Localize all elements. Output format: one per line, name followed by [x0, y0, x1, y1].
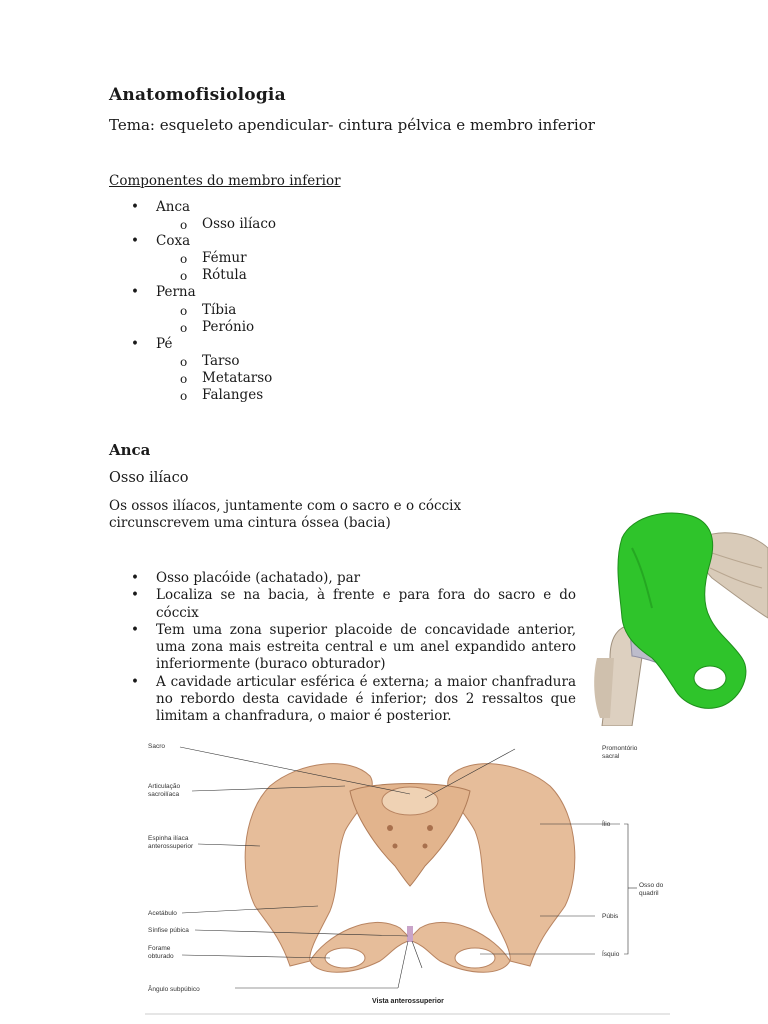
list-subitem: o Tarso — [0, 353, 768, 370]
pelvis-figure — [140, 736, 680, 1016]
label-pubis: Púbis — [602, 913, 619, 920]
bullet-icon: • — [131, 284, 139, 301]
intro-paragraph: Os ossos ilíacos, juntamente com o sacro e o cóccix circunscrevem uma cintura óssea (bacia) — [109, 498, 462, 531]
label-acetabulo: Acetábulo — [148, 910, 177, 917]
sub-bullet-icon: o — [180, 320, 188, 335]
sub-bullet-icon: o — [180, 389, 188, 404]
section-heading: Anca — [109, 441, 151, 459]
components-list — [0, 199, 768, 404]
list-item: • Anca — [131, 199, 191, 215]
label-angulo: Ângulo subpúbico — [148, 986, 200, 993]
sub-bullet-icon: o — [180, 371, 188, 386]
features-list — [0, 570, 576, 726]
list-item: • Perna — [131, 284, 196, 301]
hip-bone-illustration — [592, 508, 768, 726]
bullet-icon: • — [131, 621, 139, 638]
subsection-heading: Osso ilíaco — [109, 470, 189, 486]
figure-caption: Vista anterossuperior — [372, 998, 444, 1005]
bullet-icon: • — [131, 199, 139, 215]
bullet-icon: • — [131, 335, 139, 352]
label-isquio: Ísquio — [602, 951, 620, 958]
components-heading: Componentes do membro inferior — [109, 173, 341, 189]
label-promontorio: Promontório sacral — [602, 745, 638, 760]
sub-bullet-icon: o — [180, 269, 188, 284]
sub-bullet-icon: o — [180, 218, 188, 233]
label-espinha: Espinha ilíaca anterossuperior — [148, 835, 194, 850]
label-ilio: Ílio — [602, 821, 611, 828]
bullet-icon: • — [131, 587, 139, 604]
list-item: • Osso placóide (achatado), par — [131, 570, 361, 586]
list-subitem: o Fémur — [0, 250, 768, 267]
label-articulacao: Articulação sacroilíaca — [148, 783, 181, 798]
label-sinfise: Sínfise púbica — [148, 927, 189, 934]
label-forame: Forame obturado — [148, 945, 174, 960]
list-subitem: o Osso ilíaco — [0, 216, 768, 233]
list-subitem: o Tíbia — [0, 302, 768, 319]
list-item: • Pé — [131, 335, 173, 352]
list-subitem: o Falanges — [0, 387, 768, 404]
label-sacro: Sacro — [148, 743, 165, 750]
list-item: • A cavidade articular esférica é externa; a maior chanfradura no rebordo desta cavidade é inferior; dos 2 ressaltos que limitam a chanfradura, o maior é posterior. — [131, 673, 576, 725]
bullet-icon: • — [131, 570, 139, 586]
topic-line: Tema: esqueleto apendicular- cintura pélvica e membro inferior — [109, 116, 595, 134]
list-item: • Localiza se na bacia, à frente e para fora do sacro e do cóccix — [131, 587, 576, 621]
list-item: • Tem uma zona superior placoide de concavidade anterior, uma zona mais estreita central e um anel expandido antero inferiormente (buraco obturador) — [131, 621, 576, 673]
list-item: • Coxa — [131, 233, 191, 250]
list-subitem: o Perónio — [0, 319, 768, 336]
bullet-icon: • — [131, 673, 139, 690]
sub-bullet-icon: o — [180, 303, 188, 318]
bullet-icon: • — [131, 233, 139, 250]
document-title: Anatomofisiologia — [109, 85, 286, 105]
sub-bullet-icon: o — [180, 354, 188, 369]
list-subitem: o Metatarso — [0, 370, 768, 387]
label-osso-quadril: Osso do quadril — [639, 882, 664, 897]
list-subitem: o Rótula — [0, 267, 768, 284]
sub-bullet-icon: o — [180, 252, 188, 267]
